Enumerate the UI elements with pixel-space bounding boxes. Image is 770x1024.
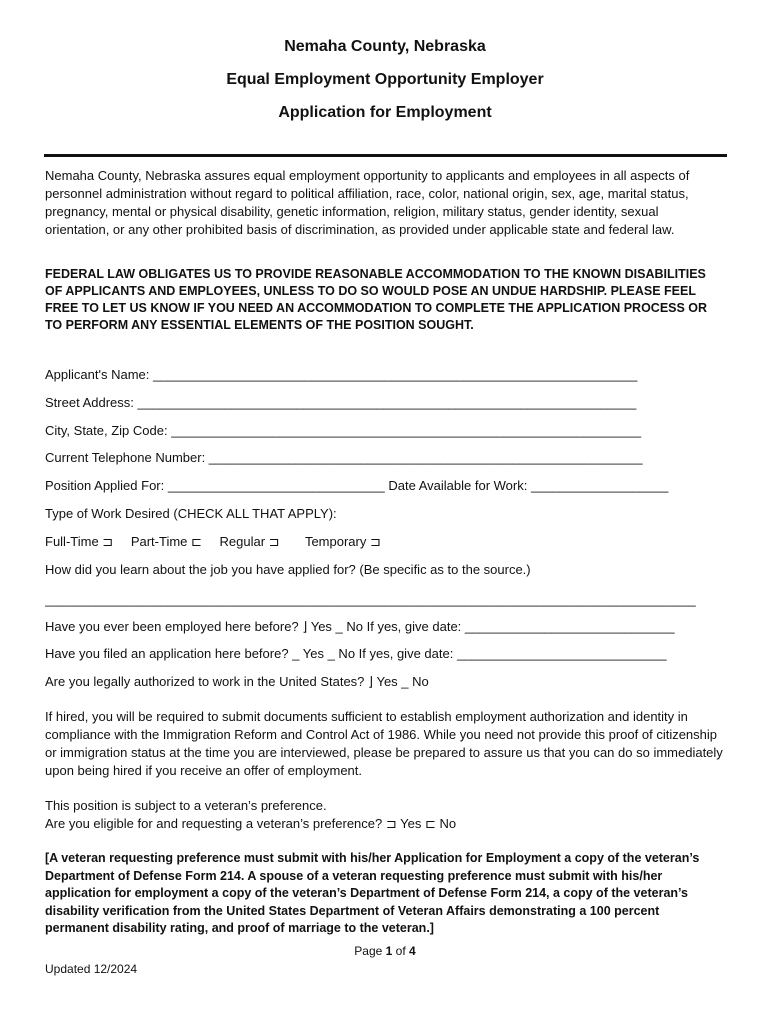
regular-checkbox[interactable]: Regular ⊐ xyxy=(219,534,280,549)
updated-date: Updated 12/2024 xyxy=(45,962,138,976)
intro-paragraph: Nemaha County, Nebraska assures equal employment opportunity to applicants and employees in all aspects of personnel administration without regard to political affiliation, race, color, national origin, sex, age, marital status, pregnancy, mental or physical disability, genetic information, religion, military status, gender identity, sexual orientation, or any other prohibited basis of discrimination, as provided under applicable state and federal law. xyxy=(45,168,690,237)
applicant-name-field[interactable]: Applicant's Name: ___________________________________________________________________ xyxy=(45,367,638,382)
employed-before-field[interactable]: Have you ever been employed here before? ⌋ Yes _ No If yes, give date: _____________________________ xyxy=(45,619,675,634)
learn-answer-line[interactable]: __________________________________________________________________________________________ xyxy=(45,592,696,607)
learn-question: How did you learn about the job you have applied for? (Be specific as to the source.) xyxy=(45,562,531,577)
veteran-notice: [A veteran requesting preference must submit with his/her Application for Employment a copy of the veteran’s Department of Defense Form 214. A spouse of a veteran requesting preference must submit with his/her application for employment a copy of the veteran’s Department of Defense Form 214, a copy of the veteran’s disability verification from the United States Department of Veteran Affairs demonstrating a 100 percent permanent disability rating, and proof of marriage to the veteran.] xyxy=(45,851,700,935)
form-title: Application for Employment xyxy=(278,104,492,121)
page-word: Page xyxy=(354,944,383,958)
employer-title: Equal Employment Opportunity Employer xyxy=(226,71,544,88)
telephone-field[interactable]: Current Telephone Number: ____________________________________________________________ xyxy=(45,450,643,465)
city-state-zip-field[interactable]: City, State, Zip Code: _________________________________________________________________ xyxy=(45,423,642,438)
part-time-checkbox[interactable]: Part-Time ⊏ xyxy=(130,534,202,549)
veteran-subject: This position is subject to a veteran’s preference. xyxy=(45,798,327,813)
accommodation-notice: FEDERAL LAW OBLIGATES US TO PROVIDE REASONABLE ACCOMMODATION TO THE KNOWN DISABILITIES OF APPLICANTS AND EMPLOYEES, UNLESS TO DO SO WOULD POSE AN UNDUE HARDSHIP. PLEASE FEEL FREE TO LET US KNOW IF YOU NEED AN ACCOMMODATION TO COMPLETE THE APPLICATION PROCESS OR TO PERFORM ANY ESSENTIAL ELEMENTS OF THE POSITION SOUGHT. xyxy=(45,267,708,332)
veteran-question[interactable]: Are you eligible for and requesting a veteran’s preference? ⊐ Yes ⊏ No xyxy=(45,816,457,831)
work-type-options xyxy=(45,533,725,551)
page-indicator xyxy=(0,944,770,958)
position-row xyxy=(45,477,725,495)
county-title: Nemaha County, Nebraska xyxy=(284,38,486,55)
temporary-checkbox[interactable]: Temporary ⊐ xyxy=(304,534,381,549)
filed-before-field[interactable]: Have you filed an application here before? _ Yes _ No If yes, give date: _____________________________ xyxy=(45,646,667,661)
full-time-checkbox[interactable]: Full-Time ⊐ xyxy=(45,534,114,549)
position-applied-field[interactable]: Position Applied For: ______________________________ xyxy=(45,478,385,493)
page-of: of xyxy=(395,944,406,958)
street-address-field[interactable]: Street Address: _____________________________________________________________________ xyxy=(45,395,637,410)
page-total: 4 xyxy=(409,944,416,958)
authorization-paragraph: If hired, you will be required to submit documents sufficient to establish employment authorization and identity in compliance with the Immigration Reform and Control Act of 1986. While you need not provide this proof of citizenship or immigration status at the time you are interviewed, please be prepared to assure us that you can do so immediately upon being hired if you receive an offer of employment. xyxy=(45,709,723,778)
date-available-field[interactable]: Date Available for Work: ___________________ xyxy=(388,478,669,493)
work-type-label: Type of Work Desired (CHECK ALL THAT APPLY): xyxy=(45,506,337,521)
page-current: 1 xyxy=(385,944,393,958)
authorized-field[interactable]: Are you legally authorized to work in the United States? ⌋ Yes _ No xyxy=(45,674,429,689)
header-divider xyxy=(44,154,727,157)
